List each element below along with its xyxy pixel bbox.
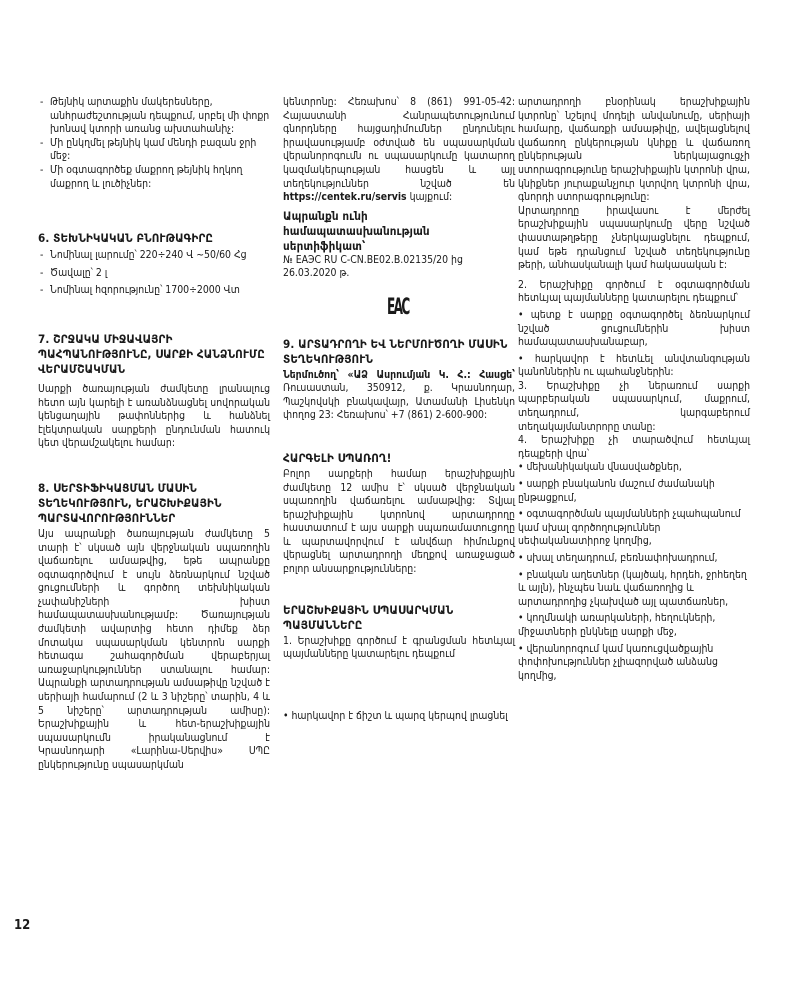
exclusion-item: • մեխանիկական վնասվածքներ, — [518, 461, 682, 474]
page-number: 12 — [14, 918, 31, 933]
spec-item: - Նոմինալ հզորությունը՝ 1700÷2000 Վտ — [38, 284, 270, 298]
care-bullet: - Թեյնիկ արտաքին մակերեսները, անհրաժեշտության դեպքում, սրբել մի փոքր խոնավ կտորի առանց ախտահանիչ: — [38, 96, 270, 137]
service-link[interactable]: https://centek.ru/servis — [283, 191, 407, 204]
warning-title: ՀԱՐԳԵԼԻ ՍՊԱՌՈՂ! — [283, 450, 392, 465]
section-8-text: Այս ապրանքի ծառայության ժամկետը 5 տարի է՝ սկսած այն վերջնական սպառողին վաճառելու ամսաթվից, եթե ապրանքը օգտագործվում է սույն ձեռնարկում նշված ցուցումների և գործող տեխնիկական չափանիշների խիստ համապատասխանությամբ: Ծառայության ժամկետի ավարտից հետո դիմեք ձեր մոտակա սպասարկման կենտրոն սարքի հետագա շահագործման վերաբերյալ առաջարկություններ ստանալու համար: Ապրանքի արտադրության ամսաթիվը նշված է սերիայի համարում (2 և 3 նիշերը՝ տարին, 4 և 5 նիշերը՝ արտադրության ամիսը): Երաշխիքային և հետ-երաշխիքային սպասարկումն իրականացնում է Կրասնոդարի «Լարինա-Սերվիս» ՍՊԸ ընկերությունը սպասարկման — [38, 527, 270, 771]
exclusion-item: • սարքի բնականոն մաշում ժամանակի ընթացքում, — [518, 478, 715, 504]
care-bullet: - Մի օգտագործեք մաքրող թեյնիկ հղկող մաքրող և լուծիչներ: — [38, 164, 270, 191]
section-6-title: 6. ՏԵԽՆԻԿԱԿԱՆ ԲՆՈՒԹԱԳԻՐԸ — [38, 231, 214, 246]
exclusion-item: • օգտագործման պայմանների չպահպանում կամ սխալ գործողություններ սեփականատիրոջ կողմից, — [518, 508, 741, 548]
exclusions-list — [518, 461, 750, 683]
spec-item: - Ծավալը՝ 2 լ — [38, 267, 270, 281]
exclusion-item: • վերանորոգում կամ կառուցվածքային փոփոխություններ չլիազորված անձանց կողմից, — [518, 642, 718, 682]
section-7-title: 7. ՇՐՋԱԿԱ ՄԻՋԱՎԱՅՐԻ ՊԱՀՊԱՆՈՒԹՅՈՒՆԸ, ՍԱՐՔԻ ՀԱՆՁՆՈՒՄԸ ՎԵՐԱՄՇԱԿՄԱՆ — [38, 331, 265, 376]
column-left — [38, 96, 270, 773]
column-middle — [283, 96, 515, 723]
service-center-text — [283, 96, 515, 205]
importer-name: «ԱՁ Ասրումյան Կ. Հ.: Հասցե՝ — [339, 368, 515, 381]
manufacturer-rights-text: Արտադրողը իրավասու է մերժել երաշխիքային սպասարկումը վերը նշված փաստաթղթերը չներկայացնելու դեպքում, կամ եթե դրանցում նշված տեղեկությունը թերի, անհասկանալի կամ հակասական է: — [518, 204, 750, 272]
warranty-bullet: • հարկավոր է հետևել անվտանգության կանոններին ու պահանջներին: — [518, 352, 750, 379]
service-link-suffix: կայքում: — [406, 191, 453, 204]
exclusion-item: • կողմնակի առարկաների, հեղուկների, միջատների ընկնելը սարքի մեջ, — [518, 612, 716, 638]
warranty-conditions-title: ԵՐԱՇԽԻՔԱՅԻՆ ՍՊԱՍԱՐԿՄԱՆ ՊԱՅՄԱՆՆԵՐԸ — [283, 602, 454, 632]
service-center-intro: կենտրոնը: Հեռախոս՝ 8 (861) 991-05-42: Հայաստանի Հանրապետությունում գնորդները հայցադիմումներ ընդունելու իրավասությամբ օժտված են սպասարկման վերանորոգումն ու սպասարկումը կատարող կազմակերպության հասցեն և այլ տեղեկություններ նշված են — [283, 96, 515, 190]
spec-list — [38, 249, 270, 298]
warning-text: Բոլոր սարքերի համար երաշխիքային ժամկետը 12 ամիս է՝ սկսած վերջնական սպառողին վաճառելու ամսաթվից: Տվյալ երաշխիքային կտրոնով արտադրողը հաստատում է այս սարքի սպառամատուցողը և պարտավորվում է անվճար հիմունքով վերացնել արտադրողի մեղքով առաջացած բոլոր անսարքությունները: — [283, 467, 515, 576]
spec-item: - Նոմինալ լարումը՝ 220÷240 Վ ~50/60 Հց — [38, 249, 270, 263]
warranty-item-1: 1. Երաշխիքը գործում է գրանցման հետևյալ պայմանները կատարելու դեպքում — [283, 634, 515, 661]
warranty-bullet: • պետք է սարքը օգտագործել ձեռնարկում նշված ցուցումներին խիստ համապատասխանաբար, — [518, 308, 750, 349]
section-7-text: Սարքի ծառայության ժամկետը լրանալուց հետո այն կարելի է առանձնացնել սովորական կենցաղային թափոններից և հանձնել էլեկտրական սարքերի ընդունման հատուկ կետ վերամշակելու համար: — [38, 382, 270, 450]
warranty-card-text: արտադրողի բնօրինակ երաշխիքային կտրոնը՝ նշելով մոդելի անվանումը, սերիայի համարը, վաճառքի ամսաթիվը, ավելացնելով վաճառող ընկերության կնիքը և վաճառող ընկերության ներկայացուցչի ստորագրությունը երաշխիքային կտրոնի վրա, կնիքներ յուրաքանչյուր կտրվող կտրոնի վրա, գնորդի ստորագրությունը: — [518, 96, 750, 204]
column-right — [518, 96, 750, 683]
warranty-item-3: 3. Երաշխիքը չի ներառում սարքի պարբերական սպասարկում, մաքրում, տեղադրում, կարգաբերում տեղակայմանտրորը տանը: — [518, 379, 750, 433]
importer-label: Ներմուծող՝ — [283, 368, 340, 381]
importer-text — [283, 369, 515, 423]
eac-mark-logo: EAC — [387, 294, 409, 320]
care-bullet: - Մի ընկղմել թեյնիկ կամ մենդի բազան ջրի մեջ: — [38, 137, 270, 164]
section-9-title: 9. ԱՐՏԱԴՐՈՂԻ ԵՎ ՆԵՐՄՈՒԾՈՂԻ ՄԱՍԻՆ ՏԵՂԵԿՈՒԹՅՈՒՆ — [283, 336, 508, 366]
care-bullet-list — [38, 96, 270, 191]
exclusion-item: • սխալ տեղադրում, բեռնափոխադրում, — [518, 552, 718, 564]
warranty-bullet-start: • հարկավոր է ճիշտ և պարզ կերպով լրացնել — [283, 709, 508, 722]
exclusion-item: • բնական աղետներ (կայծակ, հրդեհ, ջրհեղեղ և այլն), ինչպես նաև վաճառողից և արտադրողից չկախված այլ պատճառներ, — [518, 568, 747, 608]
warranty-item-4: 4. Երաշխիքը չի տարածվում հետևյալ դեպքերի վրա՝ — [518, 434, 750, 460]
cert-number: № ЕАЭС RU С-CN.ВЕ02.В.02135/20 ից 26.03.2020 թ. — [283, 253, 463, 280]
warranty-item-2: 2. Երաշխիքը գործում է օգտագործման հետևյալ պայմանները կատարելու դեպքում՝ — [518, 278, 750, 305]
section-8-title: 8. ՍԵՐՏԻՖԻԿԱՑՄԱՆ ՄԱՍԻՆ ՏԵՂԵԿՈՒԹՅՈՒՆ, ԵՐԱՇԽԻՔԱՅԻՆ ՊԱՐՏԱՎՈՐՈՒԹՅՈՒՆՆԵՐ — [38, 480, 222, 525]
conformity-title: Ապրանքն ունի համապատասխանության սերտիֆիկատ՝ — [283, 208, 430, 253]
importer-address: Ռուսաստան, 350912, ք. Կրասնոդար, Պաշկովսկի բնակավայր, Ատամանի Լիսենկո փողոց 23: Հեռախոս՝ +7 (861) 2-600-900: — [283, 382, 515, 422]
